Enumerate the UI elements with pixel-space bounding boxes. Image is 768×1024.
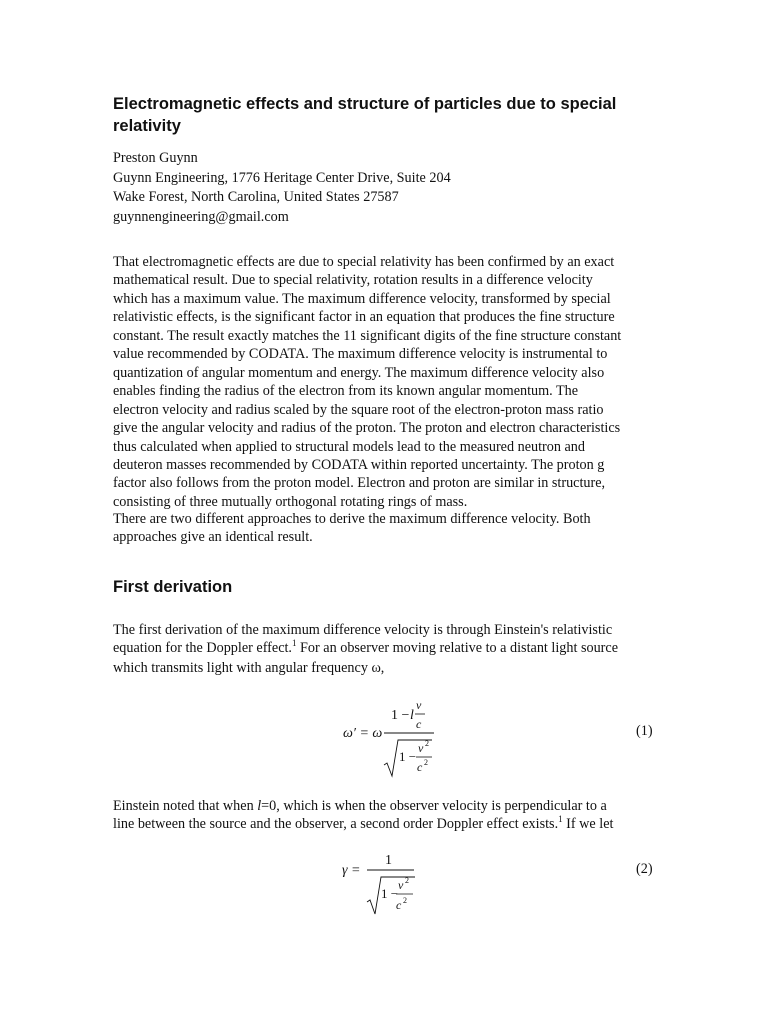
abstract-line: consisting of three mutually orthogonal rotating rings of mass.: [113, 493, 468, 510]
eq2-numerator: 1: [385, 853, 392, 868]
approaches-line: There are two different approaches to derive the maximum difference velocity. Both: [113, 511, 591, 527]
derivation-line: which transmits light with angular frequency ω,: [113, 659, 385, 676]
reference-marker: 1: [558, 814, 563, 825]
eq2-root-v: v: [398, 878, 404, 892]
equation-number-1: (1): [636, 723, 653, 739]
equation-1: [343, 698, 434, 776]
author-name: Preston Guynn: [113, 150, 198, 166]
eq1-root-one: 1 −: [399, 749, 417, 764]
eq2-lhs: γ =: [342, 863, 361, 878]
derivation-text: For an observer moving relative to a distant light source: [296, 640, 618, 657]
abstract-line: electron velocity and radius scaled by the square root of the electron-proton mass ratio: [113, 401, 604, 418]
abstract-line: quantization of angular momentum and energy. The maximum difference velocity also: [113, 364, 605, 381]
title-line-2: relativity: [113, 117, 181, 135]
derivation-text: =0, which is when the observer velocity is perpendicular to a: [261, 798, 607, 814]
eq2-root-exp-c: 2: [403, 896, 407, 905]
eq1-root-v: v: [418, 741, 424, 755]
reference-marker: 1: [291, 638, 297, 649]
equation-2: [342, 853, 415, 914]
derivation-text: If we let: [562, 816, 614, 833]
eq1-numerator-l: l: [410, 708, 414, 723]
abstract-line: deuteron masses recommended by CODATA within reported uncertainty. The proton g: [113, 456, 605, 473]
abstract-line: relativistic effects, is the significant factor in an equation that produces the fine structure: [113, 309, 615, 326]
eq2-root-exp-v: 2: [405, 876, 409, 885]
derivation-line: The first derivation of the maximum difference velocity is through Einstein's relativistic: [113, 622, 613, 638]
derivation-text: Einstein noted that when: [113, 798, 258, 814]
abstract-line: constant. The result exactly matches the 11 significant digits of the fine structure constant: [113, 327, 622, 344]
eq1-root-c: c: [417, 760, 423, 774]
eq1-numerator-one: 1 −: [391, 708, 410, 723]
eq2-root-one: 1 −: [381, 886, 399, 901]
eq1-numerator-v: v: [416, 698, 422, 712]
eq1-lhs: ω′ = ω: [343, 726, 383, 741]
eq1-root-exp-v: 2: [425, 739, 429, 748]
eq1-root-exp-c: 2: [424, 758, 428, 767]
derivation-text: line between the source and the observer, a second order Doppler effect exists.: [113, 816, 559, 833]
abstract-line: factor also follows from the proton model. Electron and proton are similar in structure,: [113, 475, 606, 492]
abstract-line: enables finding the radius of the electron from its known angular momentum. The: [113, 383, 579, 400]
derivation-text: equation for the Doppler effect.: [113, 640, 292, 657]
abstract-line: value recommended by CODATA. The maximum difference velocity is instrumental to: [113, 346, 608, 363]
title-line-1: Electromagnetic effects and structure of particles due to special: [113, 95, 617, 113]
abstract-line: give the angular velocity and radius of the proton. The proton and electron characteristics: [113, 420, 621, 437]
abstract-line: thus calculated when applied to structural models lead to the measured neutron and: [113, 438, 585, 455]
author-email: guynnengineering@gmail.com: [113, 208, 289, 225]
abstract-line: mathematical result. Due to special relativity, rotation results in a difference velocity: [113, 272, 593, 289]
abstract-line: That electromagnetic effects are due to special relativity has been confirmed by an exact: [113, 254, 615, 270]
eq1-numerator-c: c: [416, 717, 422, 731]
section-heading-first-derivation: First derivation: [113, 578, 233, 596]
variable-l: l: [257, 798, 262, 814]
abstract-line: which has a maximum value. The maximum difference velocity, transformed by special: [113, 290, 611, 307]
author-affiliation: Guynn Engineering, 1776 Heritage Center Drive, Suite 204: [113, 169, 451, 186]
equation-number-2: (2): [636, 861, 653, 877]
approaches-line: approaches give an identical result.: [113, 529, 313, 546]
author-location: Wake Forest, North Carolina, United States 27587: [113, 189, 399, 205]
eq2-root-c: c: [396, 898, 402, 912]
